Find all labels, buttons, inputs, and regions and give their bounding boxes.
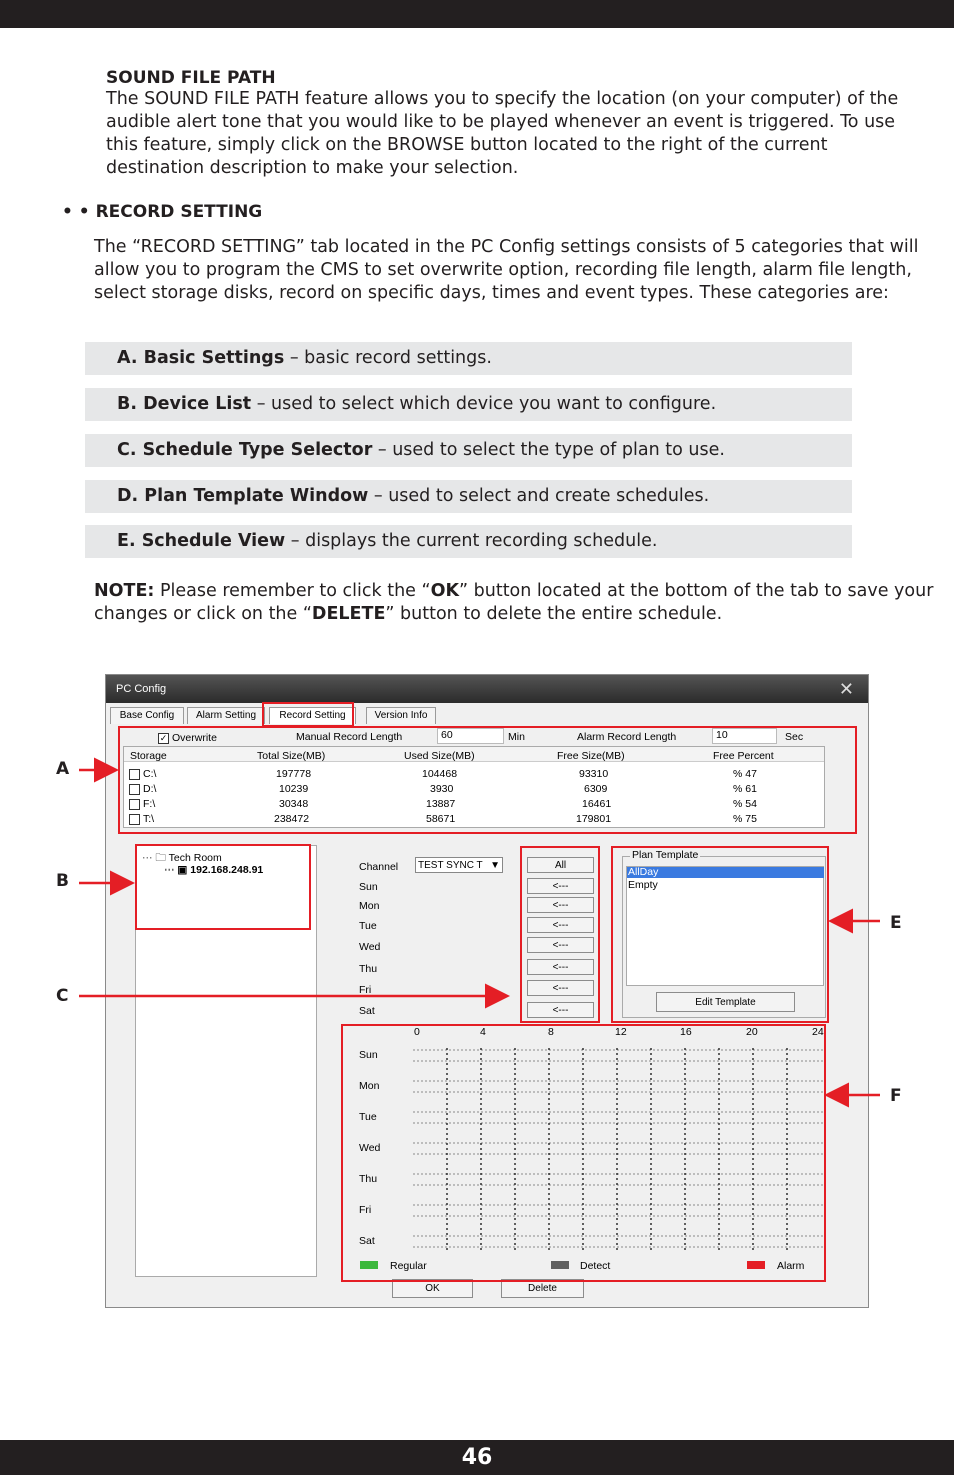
category-desc: – used to select which device you want to configure.: [251, 394, 717, 414]
alarm-record-label: Alarm Record Length: [577, 731, 677, 743]
callout-label-c: C: [56, 986, 69, 1006]
arrow-button[interactable]: <---: [527, 937, 594, 953]
day-label: Mon: [359, 900, 380, 912]
schedule-day-label: Mon: [359, 1080, 380, 1092]
callout-label-f: F: [890, 1086, 902, 1106]
storage-cell: 197778: [276, 768, 312, 780]
note-delete: DELETE: [311, 604, 386, 624]
hour-tick: 20: [746, 1026, 758, 1038]
category-name: C. Schedule Type Selector: [117, 440, 373, 460]
day-label: Fri: [359, 984, 372, 996]
arrow-button[interactable]: <---: [527, 917, 594, 933]
edit-template-button[interactable]: Edit Template: [656, 992, 795, 1012]
storage-col-header: Free Percent: [713, 750, 774, 762]
ok-button[interactable]: OK: [392, 1279, 473, 1298]
legend-detect: Detect: [580, 1260, 611, 1272]
sound-file-heading: SOUND FILE PATH: [106, 68, 276, 88]
storage-cell: % 47: [733, 768, 757, 780]
tab-alarm-setting[interactable]: Alarm Setting: [187, 707, 265, 724]
plan-item-empty[interactable]: Empty: [628, 879, 658, 891]
record-setting-heading: • • RECORD SETTING: [62, 202, 263, 222]
callout-label-b: B: [56, 871, 69, 891]
storage-cell: % 61: [733, 783, 757, 795]
manual-unit: Min: [508, 731, 525, 743]
storage-cell: 93310: [579, 768, 609, 780]
storage-cell: 30348: [279, 798, 309, 810]
storage-cell: 6309: [584, 783, 608, 795]
hour-tick: 8: [548, 1026, 554, 1038]
channel-value: TEST SYNC T: [418, 860, 483, 871]
category-desc: – used to select the type of plan to use.: [372, 440, 725, 460]
schedule-day-label: Sat: [359, 1235, 375, 1247]
arrow-button[interactable]: <---: [527, 1002, 594, 1018]
channel-label: Channel: [359, 861, 399, 873]
window-title: PC Config: [116, 683, 167, 695]
callout-label-e: E: [890, 913, 902, 933]
storage-cell: 13887: [426, 798, 456, 810]
storage-cell: 104468: [422, 768, 458, 780]
tab-base-config[interactable]: Base Config: [110, 707, 184, 724]
tab-record-setting[interactable]: Record Setting: [269, 707, 356, 724]
all-button[interactable]: All: [527, 857, 594, 873]
hour-tick: 4: [480, 1026, 486, 1038]
storage-cell: 10239: [279, 783, 309, 795]
record-setting-intro: The “RECORD SETTING” tab located in the PC Config settings consists of 5 categories that will allow you to program the CMS to set overwrite option, recording file length, alarm file length, select storage disks, record on specific days, times and event types. These categories are:: [94, 237, 919, 303]
category-name: E. Schedule View: [117, 531, 286, 551]
storage-cell: % 54: [733, 798, 757, 810]
storage-cell: 58671: [426, 813, 456, 825]
folder-icon: 🗀: [155, 852, 166, 864]
note-ok: OK: [430, 581, 459, 601]
tree-child[interactable]: ⋯ ▣ 192.168.248.91: [164, 864, 264, 876]
chevron-down-icon: ▼: [490, 860, 500, 871]
device-icon: ▣: [177, 864, 188, 876]
storage-drive: D:\: [143, 783, 157, 795]
callout-label-a: A: [56, 759, 70, 779]
storage-col-header: Total Size(MB): [257, 750, 326, 762]
day-label: Thu: [359, 963, 378, 975]
tree-root-label: Tech Room: [168, 852, 222, 864]
arrow-button[interactable]: <---: [527, 980, 594, 996]
storage-col-header: Free Size(MB): [557, 750, 625, 762]
schedule-day-label: Sun: [359, 1049, 378, 1061]
plan-item-allday[interactable]: AllDay: [627, 867, 824, 878]
category-name: A. Basic Settings: [117, 348, 285, 368]
schedule-day-label: Thu: [359, 1173, 378, 1185]
schedule-day-label: Wed: [359, 1142, 381, 1154]
arrow-button[interactable]: <---: [527, 878, 594, 894]
plan-template-title: Plan Template: [632, 849, 699, 861]
sound-file-body: The SOUND FILE PATH feature allows you to specify the location (on your computer) of the audible alert tone that you would like to be played whenever an event is triggered. To use this feature, simply click on the BROWSE button located to the right of the current destination description to make your selection.: [106, 89, 899, 178]
overwrite-label: Overwrite: [172, 732, 217, 744]
storage-col-header: Used Size(MB): [404, 750, 475, 762]
storage-drive: T:\: [143, 813, 155, 825]
storage-cell: 238472: [274, 813, 310, 825]
delete-button[interactable]: Delete: [501, 1279, 584, 1298]
note-text-a: Please remember to click the “: [154, 581, 431, 601]
day-label: Sat: [359, 1005, 375, 1017]
legend-alarm: Alarm: [777, 1260, 805, 1272]
arrow-button[interactable]: <---: [527, 959, 594, 975]
close-icon[interactable]: ✕: [838, 679, 854, 699]
schedule-day-label: Fri: [359, 1204, 372, 1216]
note-text-c: ” button to delete the entire schedule.: [385, 604, 723, 624]
hour-tick: 24: [812, 1026, 824, 1038]
hour-tick: 12: [615, 1026, 627, 1038]
day-label: Sun: [359, 881, 378, 893]
overwrite-checkbox[interactable]: ✓: [159, 732, 168, 743]
category-name: B. Device List: [117, 394, 252, 414]
day-label: Wed: [359, 941, 381, 953]
arrow-button[interactable]: <---: [527, 897, 594, 913]
tree-child-label: 192.168.248.91: [190, 864, 264, 876]
hour-tick: 0: [414, 1026, 420, 1038]
tree-root[interactable]: ⋯ 🗀 Tech Room: [142, 852, 222, 864]
legend-regular: Regular: [390, 1260, 427, 1272]
storage-cell: 3930: [430, 783, 454, 795]
storage-col-header: Storage: [130, 750, 167, 762]
storage-drive: F:\: [143, 798, 156, 810]
category-desc: – displays the current recording schedule.: [285, 531, 658, 551]
storage-drive: C:\: [143, 768, 157, 780]
tab-version-info[interactable]: Version Info: [366, 707, 436, 724]
category-desc: – used to select and create schedules.: [368, 486, 710, 506]
note-text-b: ” button located at the bottom of the tab to save your changes or click on the “: [94, 581, 934, 624]
schedule-day-label: Tue: [359, 1111, 377, 1123]
category-name: D. Plan Template Window: [117, 486, 369, 506]
hour-tick: 16: [680, 1026, 692, 1038]
category-desc: – basic record settings.: [284, 348, 492, 368]
day-label: Tue: [359, 920, 377, 932]
alarm-record-input[interactable]: 10: [712, 728, 777, 744]
note-label: NOTE:: [94, 581, 155, 601]
storage-cell: 16461: [582, 798, 612, 810]
storage-cell: 179801: [576, 813, 612, 825]
alarm-unit: Sec: [785, 731, 804, 743]
storage-cell: % 75: [733, 813, 757, 825]
manual-record-input[interactable]: 60: [437, 728, 504, 744]
manual-record-label: Manual Record Length: [296, 731, 403, 743]
page-number: 46: [0, 1440, 954, 1475]
